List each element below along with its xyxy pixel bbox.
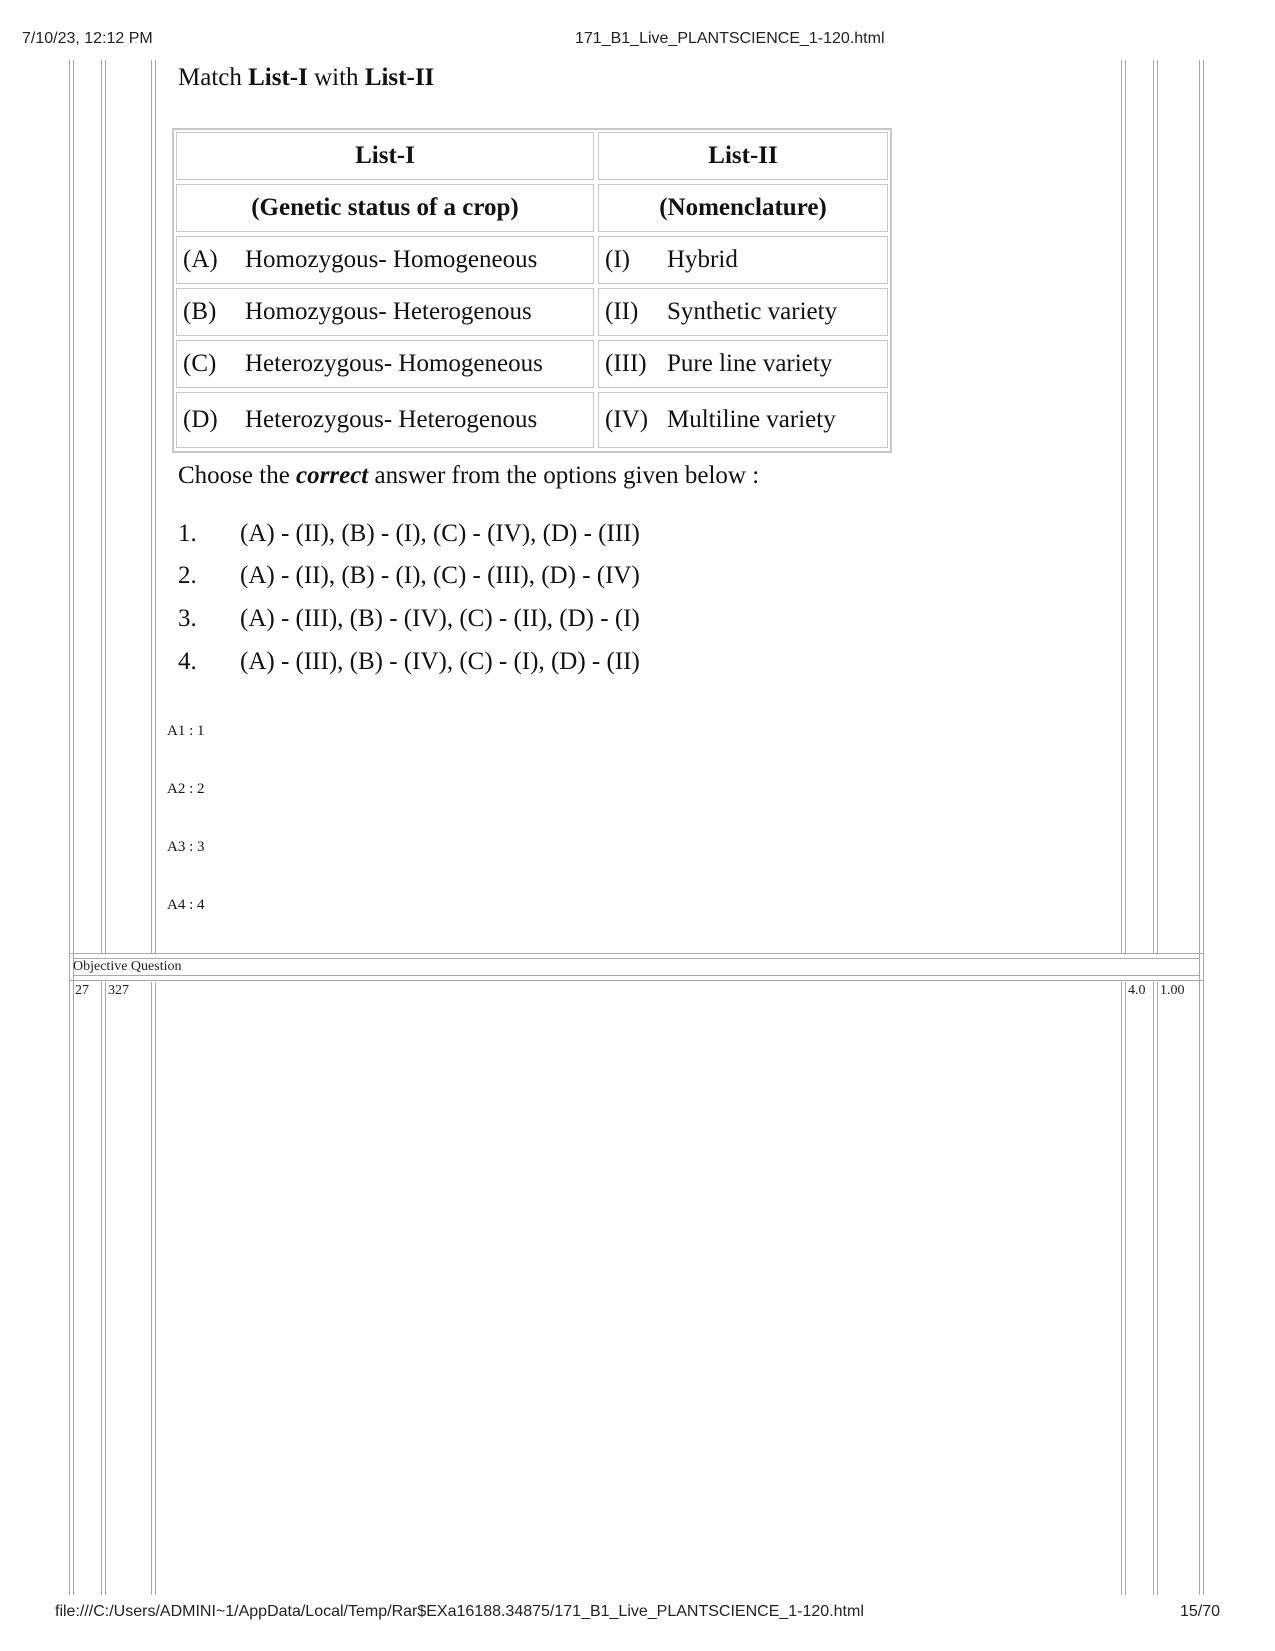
question-marks: 4.0 <box>1128 983 1146 998</box>
list1-item-a <box>176 236 594 284</box>
grid-line <box>105 982 106 1595</box>
list1-text: Heterozygous- Heterogenous <box>245 406 538 433</box>
question-serial: 27 <box>75 983 89 998</box>
option-number: 2. <box>178 562 197 589</box>
option-text: (A) - (III), (B) - (IV), (C) - (I), (D) - (II) <box>240 648 640 675</box>
option-3 <box>178 605 640 633</box>
col2-title: List-II <box>598 132 888 180</box>
grid-line <box>1157 982 1158 1595</box>
grid-line <box>101 982 102 1595</box>
question-negative-marks: 1.00 <box>1160 983 1185 998</box>
print-page-number: 15/70 <box>1180 1603 1221 1620</box>
answer-3: A3 : 3 <box>167 839 205 855</box>
list2-item-ii <box>598 288 888 336</box>
grid-line <box>73 60 74 1595</box>
grid-line <box>1121 982 1122 1595</box>
list1-item-d <box>176 392 594 448</box>
col1-subtitle: (Genetic status of a crop) <box>176 184 594 232</box>
list2-text: Synthetic variety <box>667 298 838 325</box>
grid-line <box>1125 982 1126 1595</box>
grid-line <box>1121 60 1122 954</box>
option-4 <box>178 648 640 676</box>
option-text: (A) - (II), (B) - (I), (C) - (III), (D) - (IV) <box>240 562 640 589</box>
list1-tag: (A) <box>183 246 218 273</box>
intro-mid: with <box>307 64 365 91</box>
list2-tag: (II) <box>605 298 639 325</box>
question-type-label: Objective Question <box>73 959 182 974</box>
list2-item-i <box>598 236 888 284</box>
grid-line <box>1203 60 1204 1595</box>
print-datetime: 7/10/23, 12:12 PM <box>22 30 153 47</box>
grid-line <box>69 60 70 1595</box>
option-2 <box>178 562 640 590</box>
answer-2: A2 : 2 <box>167 781 205 797</box>
grid-line <box>73 958 1200 959</box>
list1-tag: (D) <box>183 406 218 433</box>
print-filename: 171_B1_Live_PLANTSCIENCE_1-120.html <box>575 30 885 47</box>
list1-tag: (B) <box>183 298 217 325</box>
grid-line <box>151 982 152 1595</box>
grid-line <box>155 60 156 954</box>
grid-line <box>69 953 1204 954</box>
grid-line <box>101 60 102 954</box>
list1-tag: (C) <box>183 350 217 377</box>
list2-text: Pure line variety <box>667 350 833 377</box>
grid-line <box>1157 60 1158 954</box>
choose-instruction <box>178 462 759 490</box>
grid-line <box>105 60 106 954</box>
option-text: (A) - (III), (B) - (IV), (C) - (II), (D) - (I) <box>240 605 640 632</box>
list1-text: Homozygous- Homogeneous <box>245 246 538 273</box>
choose-emphasis: correct <box>296 462 369 489</box>
question-id: 327 <box>108 983 129 998</box>
list2-tag: (IV) <box>605 406 649 433</box>
list2-text: Hybrid <box>667 246 738 273</box>
option-number: 3. <box>178 605 197 632</box>
grid-line <box>155 982 156 1595</box>
option-text: (A) - (II), (B) - (I), (C) - (IV), (D) - (III) <box>240 520 640 547</box>
grid-line <box>1125 60 1126 954</box>
answer-4: A4 : 4 <box>167 897 205 913</box>
intro-prefix: Match <box>178 64 249 91</box>
col2-subtitle: (Nomenclature) <box>598 184 888 232</box>
print-url: file:///C:/Users/ADMINI~1/AppData/Local/Temp/Rar$EXa16188.34875/171_B1_Live_PLANTSCIENCE_1-120.html <box>55 1603 864 1620</box>
grid-line <box>73 975 1200 976</box>
choose-suffix: answer from the options given below : <box>368 462 760 489</box>
list2-item-iii <box>598 340 888 388</box>
match-table <box>172 128 892 453</box>
option-1 <box>178 520 640 548</box>
question-intro <box>178 64 434 92</box>
grid-line <box>69 980 1204 981</box>
list1-item-b <box>176 288 594 336</box>
grid-line <box>1153 982 1154 1595</box>
list2-tag: (III) <box>605 350 647 377</box>
option-number: 4. <box>178 648 197 675</box>
list2-item-iv <box>598 392 888 448</box>
col1-title: List-I <box>176 132 594 180</box>
choose-prefix: Choose the <box>178 462 297 489</box>
list1-item-c <box>176 340 594 388</box>
grid-line <box>1199 60 1200 1595</box>
list2-text: Multiline variety <box>667 406 836 433</box>
intro-list2: List-II <box>364 64 435 91</box>
option-number: 1. <box>178 520 197 547</box>
list2-tag: (I) <box>605 246 630 273</box>
grid-line <box>151 60 152 954</box>
list1-text: Homozygous- Heterogenous <box>245 298 532 325</box>
list1-text: Heterozygous- Homogeneous <box>245 350 543 377</box>
answer-1: A1 : 1 <box>167 723 205 739</box>
grid-line <box>1153 60 1154 954</box>
intro-list1: List-I <box>248 64 308 91</box>
